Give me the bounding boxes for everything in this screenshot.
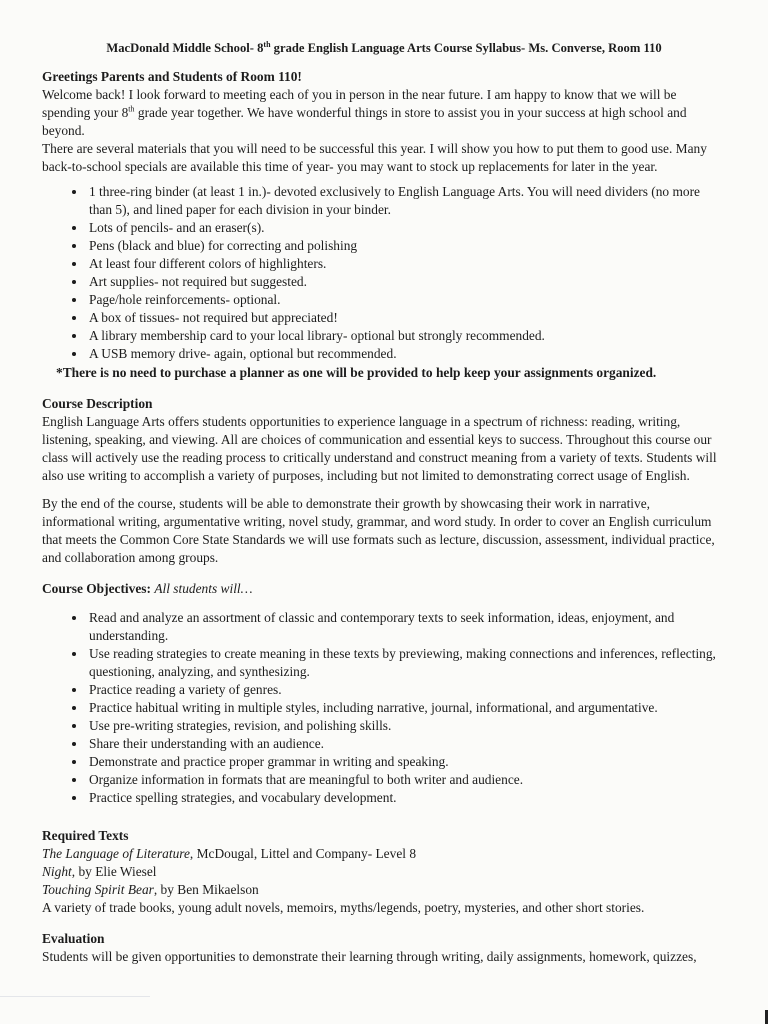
objectives-list xyxy=(42,609,722,807)
list-item: • A box of tissues- not required but appreciated! xyxy=(87,309,722,327)
evaluation-section xyxy=(42,930,722,966)
course-description-section xyxy=(42,395,722,567)
required-texts-heading: Required Texts xyxy=(42,828,129,843)
list-item: • Demonstrate and practice proper grammar in writing and speaking. xyxy=(87,753,722,771)
list-item: • Art supplies- not required but suggested. xyxy=(87,273,722,291)
required-text-item: A variety of trade books, young adult novels, memoirs, myths/legends, poetry, mysteries, and other short stories. xyxy=(42,900,645,915)
list-item: • Organize information in formats that are meaningful to both writer and audience. xyxy=(87,771,722,789)
required-texts-section xyxy=(42,827,722,917)
required-text-item: Night, by Elie Wiesel xyxy=(42,864,157,879)
list-item: • Read and analyze an assortment of classic and contemporary texts to seek information, ideas, enjoyment, and understanding. xyxy=(87,609,722,645)
scan-edge-line xyxy=(0,996,150,997)
welcome-paragraph: Welcome back! I look forward to meeting each of you in person in the near future. I am happy to know that we will be spending your 8th grade year together. We have wonderful things in store to assist you in your success at high school and beyond. xyxy=(42,87,687,138)
evaluation-paragraph: Students will be given opportunities to demonstrate their learning through writing, daily assignments, homework, quizzes, xyxy=(42,949,697,964)
list-item: • Share their understanding with an audience. xyxy=(87,735,722,753)
document-body xyxy=(42,68,722,966)
list-item: • Use reading strategies to create meaning in these texts by previewing, making connections and inferences, reflecting, questioning, analyzing, and synthesizing. xyxy=(87,645,722,681)
course-objectives-section xyxy=(42,580,722,807)
list-item: • Practice spelling strategies, and vocabulary development. xyxy=(87,789,722,807)
required-text-item: The Language of Literature, McDougal, Littel and Company- Level 8 xyxy=(42,846,417,861)
list-item: • Use pre-writing strategies, revision, and polishing skills. xyxy=(87,717,722,735)
course-description-heading: Course Description xyxy=(42,396,153,411)
list-item: • 1 three-ring binder (at least 1 in.)- devoted exclusively to English Language Arts. You will need dividers (no more than 5), and lined paper for each division in your binder. xyxy=(87,183,722,219)
course-description-paragraph: English Language Arts offers students opportunities to experience language in a spectrum of richness: reading, writing, listening, speaking, and viewing. All are choices of communication and essential keys to success. Throughout this course our class will actively use the reading process to critically understand and construct meaning from a variety of texts. Students will also use writing to accomplish a variety of purposes, including but not limited to demonstrating correct usage of English. xyxy=(42,414,717,483)
list-item: • Practice reading a variety of genres. xyxy=(87,681,722,699)
materials-intro-paragraph: There are several materials that you will need to be successful this year. I will show you how to put them to good use. Many back-to-school specials are available this time of year- you may want to stock up replacements for later in the year. xyxy=(42,141,707,174)
materials-list xyxy=(42,183,722,363)
planner-note: *There is no need to purchase a planner as one will be provided to help keep your assignments organized. xyxy=(56,365,657,380)
course-growth-paragraph: By the end of the course, students will be able to demonstrate their growth by showcasing their work in narrative, informational writing, argumentative writing, novel study, grammar, and word study. In order to cover an English curriculum that meets the Common Core State Standards we will use formats such as lecture, discussion, assessment, individual practice, and collaboration among groups. xyxy=(42,496,715,565)
page-title: MacDonald Middle School- 8th grade English Language Arts Course Syllabus- Ms. Converse, Room 110 xyxy=(106,39,662,55)
list-item: • Page/hole reinforcements- optional. xyxy=(87,291,722,309)
required-text-item: Touching Spirit Bear, by Ben Mikaelson xyxy=(42,882,259,897)
list-item: • Pens (black and blue) for correcting and polishing xyxy=(87,237,722,255)
list-item: • A library membership card to your local library- optional but strongly recommended. xyxy=(87,327,722,345)
list-item: • At least four different colors of highlighters. xyxy=(87,255,722,273)
evaluation-heading: Evaluation xyxy=(42,931,105,946)
list-item: • Practice habitual writing in multiple styles, including narrative, journal, informational, and argumentative. xyxy=(87,699,722,717)
course-objectives-heading: Course Objectives: All students will… xyxy=(42,581,253,596)
greeting-section xyxy=(42,68,722,176)
list-item: • A USB memory drive- again, optional but recommended. xyxy=(87,345,722,363)
greeting-heading: Greetings Parents and Students of Room 110! xyxy=(42,69,302,84)
list-item: • Lots of pencils- and an eraser(s). xyxy=(87,219,722,237)
